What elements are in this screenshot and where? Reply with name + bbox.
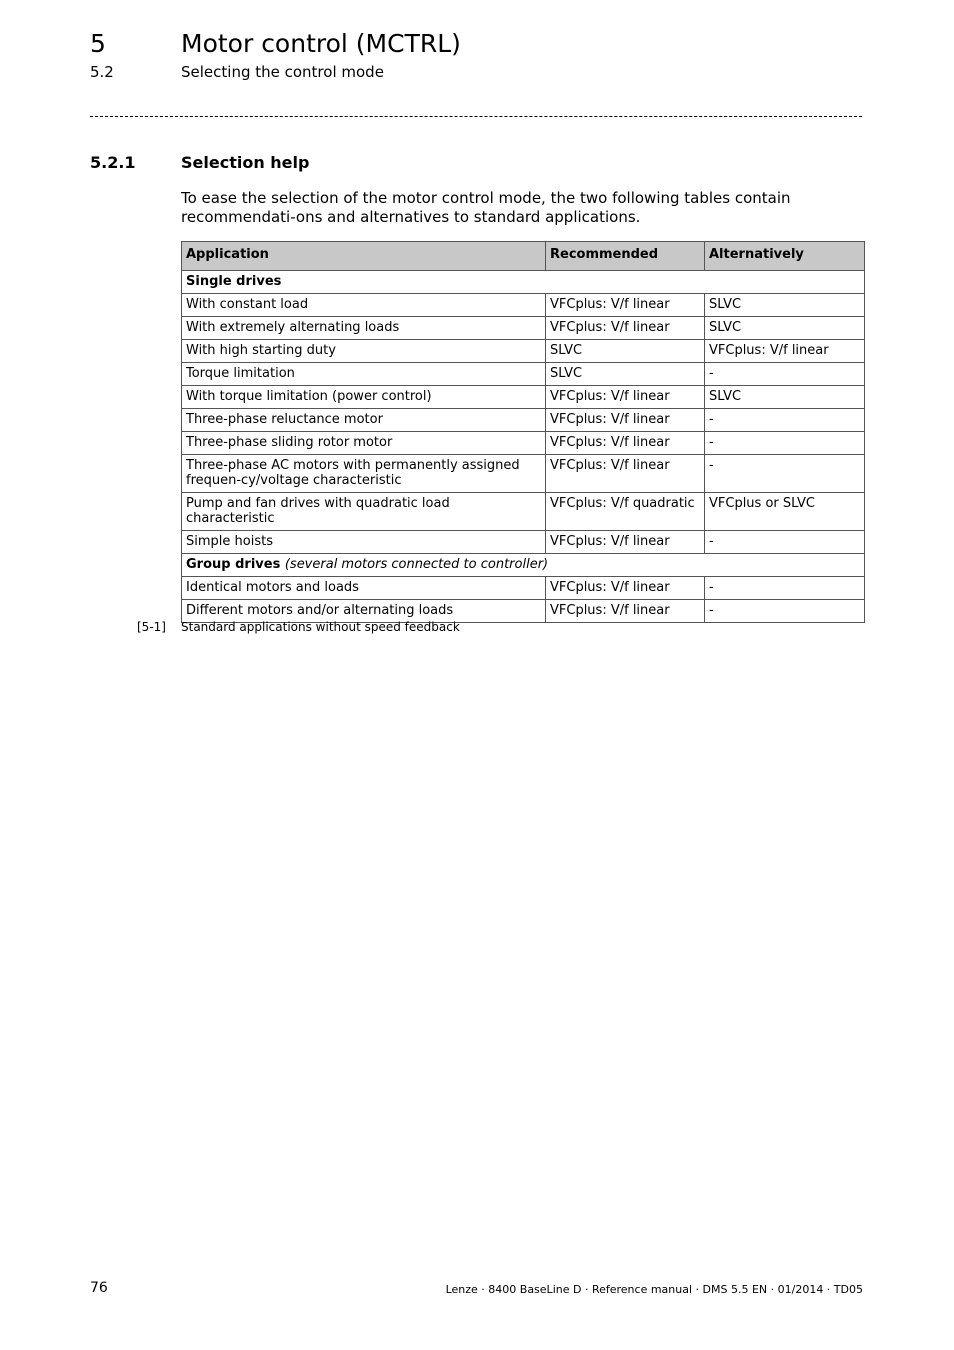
cell-recommended: VFCplus: V/f linear <box>546 455 705 493</box>
cell-recommended: VFCplus: V/f linear <box>546 577 705 600</box>
cell-alternatively: - <box>705 577 865 600</box>
table-caption-text: Standard applications without speed feedback <box>181 620 460 634</box>
header-alternatively: Alternatively <box>705 242 865 271</box>
selection-table <box>181 241 865 623</box>
chapter-title: Motor control (MCTRL) <box>181 29 461 58</box>
group-label: Group drives <box>186 557 281 572</box>
header-application: Application <box>182 242 546 271</box>
cell-application: With high starting duty <box>182 340 546 363</box>
cell-application: Identical motors and loads <box>182 577 546 600</box>
cell-recommended: VFCplus: V/f linear <box>546 432 705 455</box>
chapter-number: 5 <box>90 29 106 58</box>
cell-recommended: VFCplus: V/f linear <box>546 531 705 554</box>
cell-application: Pump and fan drives with quadratic load characteristic <box>182 493 546 531</box>
cell-alternatively: SLVC <box>705 386 865 409</box>
cell-alternatively: - <box>705 432 865 455</box>
cell-recommended: VFCplus: V/f linear <box>546 600 705 623</box>
table-row <box>182 294 865 317</box>
cell-alternatively: - <box>705 531 865 554</box>
cell-application: Three-phase AC motors with permanently assigned frequen-cy/voltage characteristic <box>182 455 546 493</box>
cell-application: Simple hoists <box>182 531 546 554</box>
cell-application: With torque limitation (power control) <box>182 386 546 409</box>
cell-application: Different motors and/or alternating loads <box>182 600 546 623</box>
cell-application: With constant load <box>182 294 546 317</box>
cell-alternatively: VFCplus or SLVC <box>705 493 865 531</box>
table-header-row <box>182 242 865 271</box>
cell-recommended: VFCplus: V/f linear <box>546 294 705 317</box>
header-divider <box>90 116 862 117</box>
table-row <box>182 340 865 363</box>
cell-application: Three-phase sliding rotor motor <box>182 432 546 455</box>
cell-alternatively: - <box>705 363 865 386</box>
section-number: 5.2 <box>90 63 114 81</box>
cell-alternatively: - <box>705 409 865 432</box>
table-row <box>182 493 865 531</box>
cell-recommended: VFCplus: V/f linear <box>546 409 705 432</box>
cell-alternatively: - <box>705 455 865 493</box>
group-row-group-drives <box>182 554 865 577</box>
cell-recommended: VFCplus: V/f linear <box>546 386 705 409</box>
section-title: Selecting the control mode <box>181 63 384 81</box>
subsection-number: 5.2.1 <box>90 153 136 172</box>
cell-alternatively: SLVC <box>705 317 865 340</box>
table-row <box>182 363 865 386</box>
cell-application: Torque limitation <box>182 363 546 386</box>
table-row <box>182 577 865 600</box>
group-row-single-drives <box>182 271 865 294</box>
group-note: (several motors connected to controller) <box>284 557 549 572</box>
header-recommended: Recommended <box>546 242 705 271</box>
subsection-title: Selection help <box>181 153 310 172</box>
cell-application: With extremely alternating loads <box>182 317 546 340</box>
table-row <box>182 317 865 340</box>
table-row <box>182 409 865 432</box>
table-row <box>182 432 865 455</box>
table-row <box>182 386 865 409</box>
footer-document-reference: Lenze · 8400 BaseLine D · Reference manual · DMS 5.5 EN · 01/2014 · TD05 <box>445 1283 863 1296</box>
table-row <box>182 455 865 493</box>
cell-recommended: VFCplus: V/f linear <box>546 317 705 340</box>
cell-alternatively: VFCplus: V/f linear <box>705 340 865 363</box>
table-caption-number: [5-1] <box>137 620 166 634</box>
cell-alternatively: - <box>705 600 865 623</box>
cell-alternatively: SLVC <box>705 294 865 317</box>
cell-recommended: SLVC <box>546 340 705 363</box>
group-label: Single drives <box>182 271 865 294</box>
page-number: 76 <box>90 1280 108 1296</box>
group-cell <box>182 554 865 577</box>
cell-recommended: SLVC <box>546 363 705 386</box>
cell-recommended: VFCplus: V/f quadratic <box>546 493 705 531</box>
cell-application: Three-phase reluctance motor <box>182 409 546 432</box>
table-row <box>182 531 865 554</box>
intro-paragraph: To ease the selection of the motor control mode, the two following tables contain recommendati-ons and alternatives to standard applications. <box>181 189 791 226</box>
